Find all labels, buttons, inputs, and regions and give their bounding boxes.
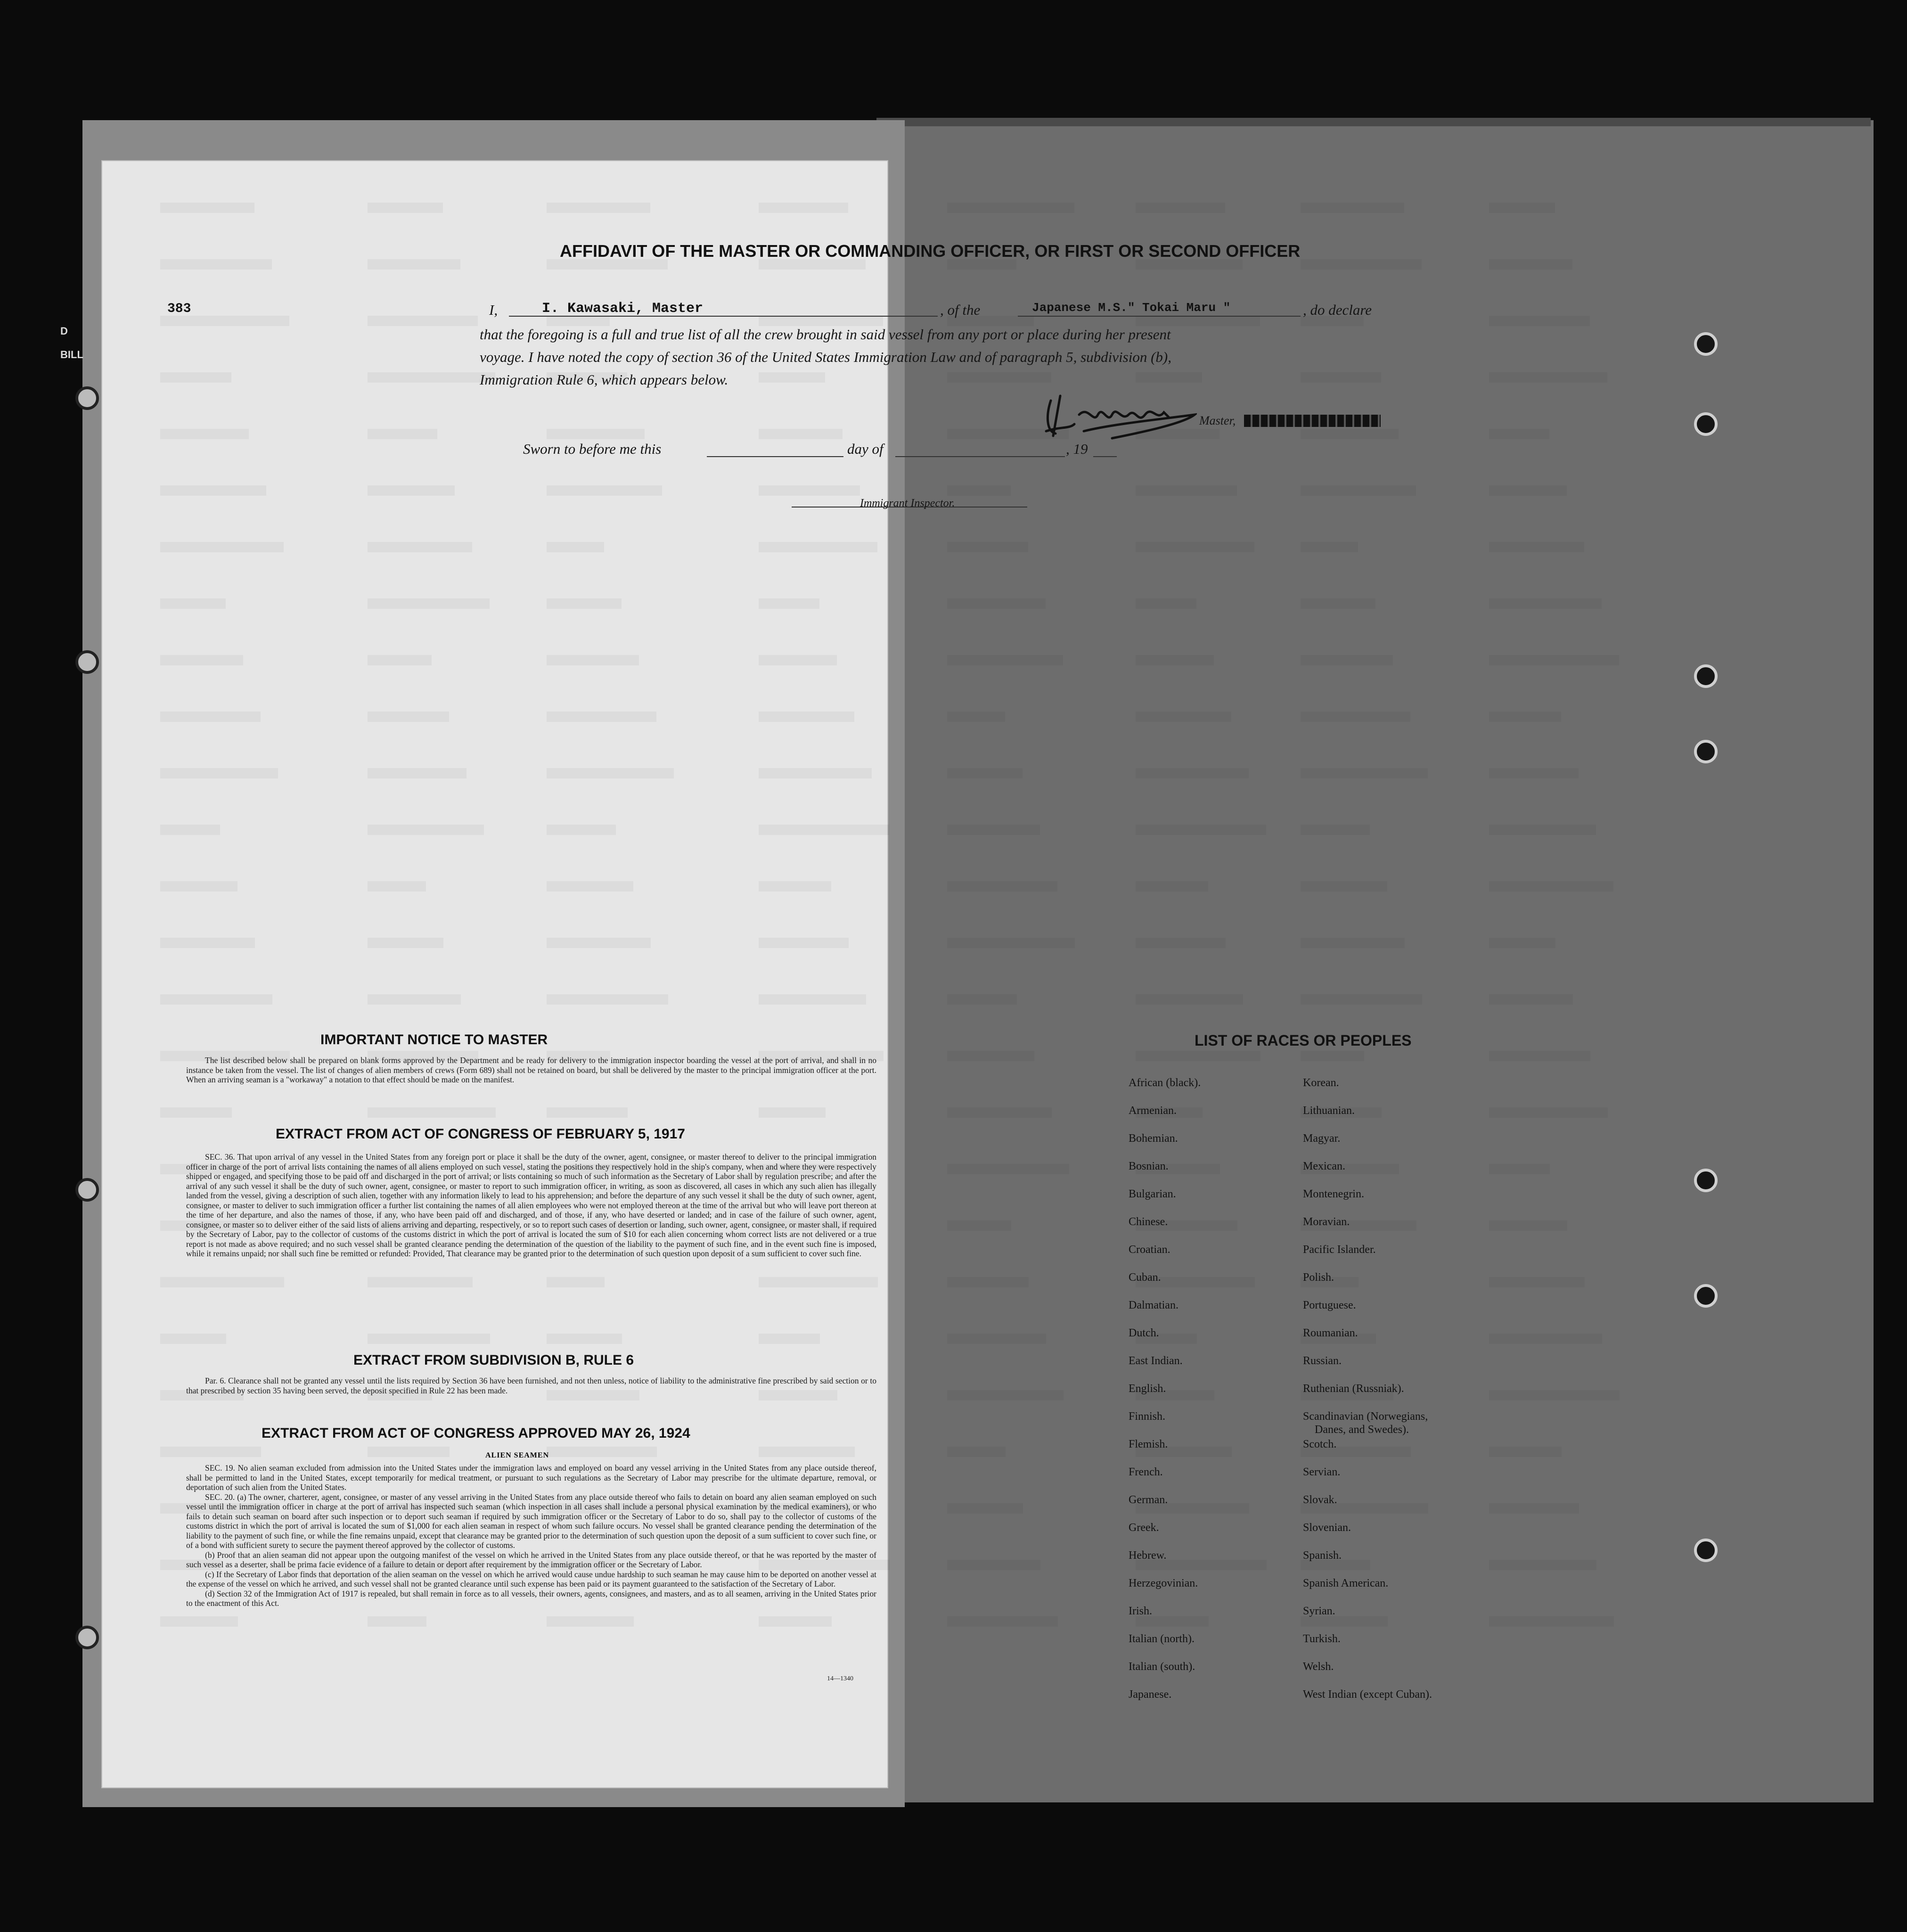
section-20d-text: (d) Section 32 of the Immigration Act of 1917 is repealed, but shall remain in force as to all vessels, their owners, agents, consignees, and masters, and as to all seamen, arriving in the United States prior to the enactment of this Act. [186, 1588, 876, 1608]
master-name-value: I. Kawasaki, Master [542, 301, 704, 317]
race-item: West Indian (except Cuban). [1303, 1688, 1432, 1701]
master-signature [1041, 386, 1197, 443]
race-item: English. [1129, 1383, 1166, 1395]
section-19-text: SEC. 19. No alien seaman excluded from admission into the United States under the immigration laws and employed on board any vessel arriving in the United States from any place outside thereof, shall be permitted to land in the United States, except temporarily for medical treatment, or pursuant to such regulations as the Secretary of Labor may prescribe for the ultimate departure, removal, or deportation of such alien from the United States. [186, 1463, 876, 1492]
race-item: Croatian. [1129, 1244, 1170, 1256]
punch-hole-left [75, 1178, 99, 1202]
notice-title: IMPORTANT NOTICE TO MASTER [320, 1032, 548, 1048]
section-20c-text: (c) If the Secretary of Labor finds that deportation of the alien seaman on the vessel on which he arrived would cause undue hardship to such seaman he may cause him to be deported on another vessel at the expense of the vessel on which he arrived, and such vessel shall not be granted clearance until such expense has been paid or its payment guaranteed to the satisfaction of the Secretary of Labor. [186, 1569, 876, 1588]
margin-number: 383 [167, 302, 191, 316]
race-item: Scandinavian (Norwegians, [1303, 1410, 1428, 1423]
race-item: German. [1129, 1494, 1168, 1506]
race-item: Greek. [1129, 1522, 1159, 1534]
sworn-year-label: , 19 [1066, 441, 1088, 457]
race-item: Lithuanian. [1303, 1105, 1355, 1117]
race-item: Spanish. [1303, 1549, 1342, 1562]
race-item: Pacific Islander. [1303, 1244, 1376, 1256]
declaration-line-4: Immigration Rule 6, which appears below. [480, 371, 728, 388]
back-sheet-edge [876, 118, 1871, 126]
race-item: Moravian. [1303, 1216, 1350, 1228]
race-item: Korean. [1303, 1077, 1339, 1089]
race-item: Welsh. [1303, 1661, 1334, 1673]
punch-hole [1694, 412, 1718, 436]
race-item: Armenian. [1129, 1105, 1177, 1117]
race-item: Italian (south). [1129, 1661, 1195, 1673]
punch-hole-left [75, 1626, 99, 1649]
race-item: Ruthenian (Russniak). [1303, 1383, 1404, 1395]
race-item: Chinese. [1129, 1216, 1168, 1228]
margin-note-bill: BILL [60, 349, 83, 360]
race-item: Russian. [1303, 1355, 1342, 1367]
race-item: Japanese. [1129, 1688, 1172, 1701]
race-item: Magyar. [1303, 1132, 1341, 1145]
race-item: Dalmatian. [1129, 1299, 1179, 1311]
declaration-line-2: that the foregoing is a full and true list of all the crew brought in said vessel from any port or place during her present [480, 326, 1171, 343]
sworn-month-field [895, 442, 1065, 457]
race-item: Servian. [1303, 1466, 1341, 1478]
sworn-day-label: day of [847, 441, 884, 457]
declaration-of: , of the [940, 302, 981, 318]
race-item: Cuban. [1129, 1271, 1161, 1284]
race-item: Bosnian. [1129, 1160, 1169, 1172]
race-item: Roumanian. [1303, 1327, 1358, 1339]
races-title: LIST OF RACES OR PEOPLES [1195, 1032, 1412, 1049]
punch-hole [1694, 1539, 1718, 1562]
race-item: Flemish. [1129, 1438, 1168, 1450]
section-20b-text: (b) Proof that an alien seaman did not appear upon the outgoing manifest of the vessel on which he arrived in the United States from any place outside thereof, or that he was reported by the master of such vessel as a deserter, shall be prima facie evidence of a failure to detain or deport after requirement by the immigration officer or the Secretary of Labor. [186, 1550, 876, 1569]
section-20a-text: SEC. 20. (a) The owner, charterer, agent, consignee, or master of any vessel arriving in the United States from any place outside thereof who fails to detain on board any alien seaman employed on such vessel until the immigration officer in charge at the port of arrival has inspected such seaman (which inspection in all cases shall include a personal physical examination by the medical examiners), or who fails to detain such seaman on board after such inspection or to deport such seaman if required by such immigration officer or the Secretary of Labor to do so, shall pay to the collector of customs of the customs district in which the port of arrival is located the sum of $1,000 for each alien seaman in respect of whom such failure occurs. No vessel shall be granted clearance pending the determination of the liability to the payment of such fine, or while the fine remains unpaid, except that clearance may be granted prior to the determination of such question upon the deposit of a sum sufficient to cover such fine, or of a bond with sufficient surety to secure the payment thereof approved by the collector of customs. [186, 1492, 876, 1550]
sworn-day-field [707, 442, 843, 457]
punch-hole [1694, 1169, 1718, 1192]
punch-hole-left [75, 650, 99, 674]
race-item: Danes, and Swedes). [1315, 1424, 1409, 1436]
punch-hole [1694, 332, 1718, 356]
punch-hole [1694, 664, 1718, 688]
race-item: African (black). [1129, 1077, 1201, 1089]
race-item: Scotch. [1303, 1438, 1337, 1450]
race-item: Slovenian. [1303, 1522, 1351, 1534]
race-item: Italian (north). [1129, 1633, 1195, 1645]
race-item: Montenegrin. [1303, 1188, 1364, 1200]
race-item: East Indian. [1129, 1355, 1183, 1367]
master-label: Master, [1199, 414, 1236, 427]
struck-out-title [1244, 415, 1381, 427]
race-item: Finnish. [1129, 1410, 1166, 1423]
margin-note-d: D [60, 325, 68, 337]
form-number: 14—1340 [827, 1675, 853, 1682]
punch-hole [1694, 1284, 1718, 1308]
section-36-text: SEC. 36. That upon arrival of any vessel in the United States from any foreign port or place it shall be the duty of the owner, agent, consignee, or master thereof to deliver to the principal immigration officer in charge of the port of arrival lists containing the names of all aliens employed on such vessel, stating the positions they respectively hold in the ship's company, when and where they were respectively shipped or engaged, and specifying those to be paid off and discharged in the port of arrival; or lists containing so much of such information as the Secretary of Labor shall by regulation prescribe; and after the arrival of any such vessel it shall be the duty of such owner, agent, consignee, or master to report to such immigration officer, in writing, as soon as discovered, all cases in which any such alien has illegally landed from the vessel, giving a description of such alien, together with any information likely to lead to his apprehension; and before the departure of any such vessel it shall be the duty of such owner, agent, consignee, or master to deliver to such immigration officer a further list containing the names of all alien employees who were not employed thereon at the time of the arrival but who will leave port thereon at the time of her departure, and also the names of those, if any, who have been paid off and discharged, and of those, if any, who have deserted or landed; and in case of the failure of such owner, agent, consignee, or master so to deliver either of the said lists of aliens arriving and departing, respectively, or so to report such cases of desertion or landing, such owner, agent, consignee, or master shall, if required by the Secretary of Labor, pay to the collector of customs of the customs district in which the port of arrival is located the sum of $10 for each alien concerning whom correct lists are not delivered or a true report is not made as above required; and no such vessel shall be granted clearance pending the determination of the question of the liability to the payment of such fine, and in the event such fine is imposed, while it remains unpaid; nor shall such fine be remitted or refunded: Provided, That clearance may be granted prior to the determination of such question upon deposit of a sum sufficient to cover such fine. [186, 1152, 876, 1258]
extract-1917-body [186, 1152, 876, 1259]
race-item: Dutch. [1129, 1327, 1159, 1339]
race-item: Slovak. [1303, 1494, 1337, 1506]
race-item: Herzegovinian. [1129, 1577, 1198, 1589]
extract-1924-title: EXTRACT FROM ACT OF CONGRESS APPROVED MAY 26, 1924 [262, 1425, 690, 1441]
race-item: Spanish American. [1303, 1577, 1389, 1589]
sworn-prefix: Sworn to before me this [523, 441, 662, 457]
race-item: Hebrew. [1129, 1549, 1167, 1562]
race-item: Turkish. [1303, 1633, 1341, 1645]
race-item: Irish. [1129, 1605, 1152, 1617]
notice-paragraph: The list described below shall be prepared on blank forms approved by the Department and be ready for delivery to the immigration inspector boarding the vessel at the port of arrival, and shall in no instance be taken from the vessel. The list of changes of alien members of crews (Form 689) shall not be retained on board, but shall be delivered by the master to the principal immigration officer at the port. When an arriving seaman is a "workaway" a notation to that effect should be made on the manifest. [186, 1056, 876, 1084]
race-item: Bohemian. [1129, 1132, 1178, 1145]
declaration-prefix: I, [489, 302, 498, 318]
race-item: Mexican. [1303, 1160, 1345, 1172]
inspector-label: Immigrant Inspector. [860, 497, 955, 509]
race-item: Bulgarian. [1129, 1188, 1176, 1200]
race-item: Portuguese. [1303, 1299, 1356, 1311]
rule6-title: EXTRACT FROM SUBDIVISION B, RULE 6 [353, 1352, 634, 1368]
punch-hole [1694, 740, 1718, 763]
race-item: Polish. [1303, 1271, 1334, 1284]
alien-seamen-subtitle: ALIEN SEAMEN [485, 1451, 549, 1459]
race-item: Syrian. [1303, 1605, 1335, 1617]
rule6-body [186, 1376, 876, 1395]
races-list [1129, 1077, 1506, 1703]
declaration-line-3: voyage. I have noted the copy of section 36 of the United States Immigration Law and of paragraph 5, subdivision (b), [480, 349, 1171, 365]
declaration-suffix: , do declare [1303, 302, 1372, 318]
rule6-paragraph: Par. 6. Clearance shall not be granted any vessel until the lists required by Section 36 have been furnished, and not then unless, notice of liability to the administrative fine prescribed by said section or to that prescribed by section 35 having been served, the deposit specified in Rule 22 has been made. [186, 1376, 876, 1395]
punch-hole-left [75, 386, 99, 410]
vessel-value: Japanese M.S." Tokai Maru " [1032, 301, 1231, 315]
race-item: French. [1129, 1466, 1163, 1478]
extract-1924-body [186, 1463, 876, 1608]
affidavit-title: AFFIDAVIT OF THE MASTER OR COMMANDING OFFICER, OR FIRST OR SECOND OFFICER [560, 241, 1301, 261]
notice-body [186, 1056, 876, 1085]
sworn-year-field [1093, 442, 1117, 457]
extract-1917-title: EXTRACT FROM ACT OF CONGRESS OF FEBRUARY 5, 1917 [276, 1126, 685, 1142]
